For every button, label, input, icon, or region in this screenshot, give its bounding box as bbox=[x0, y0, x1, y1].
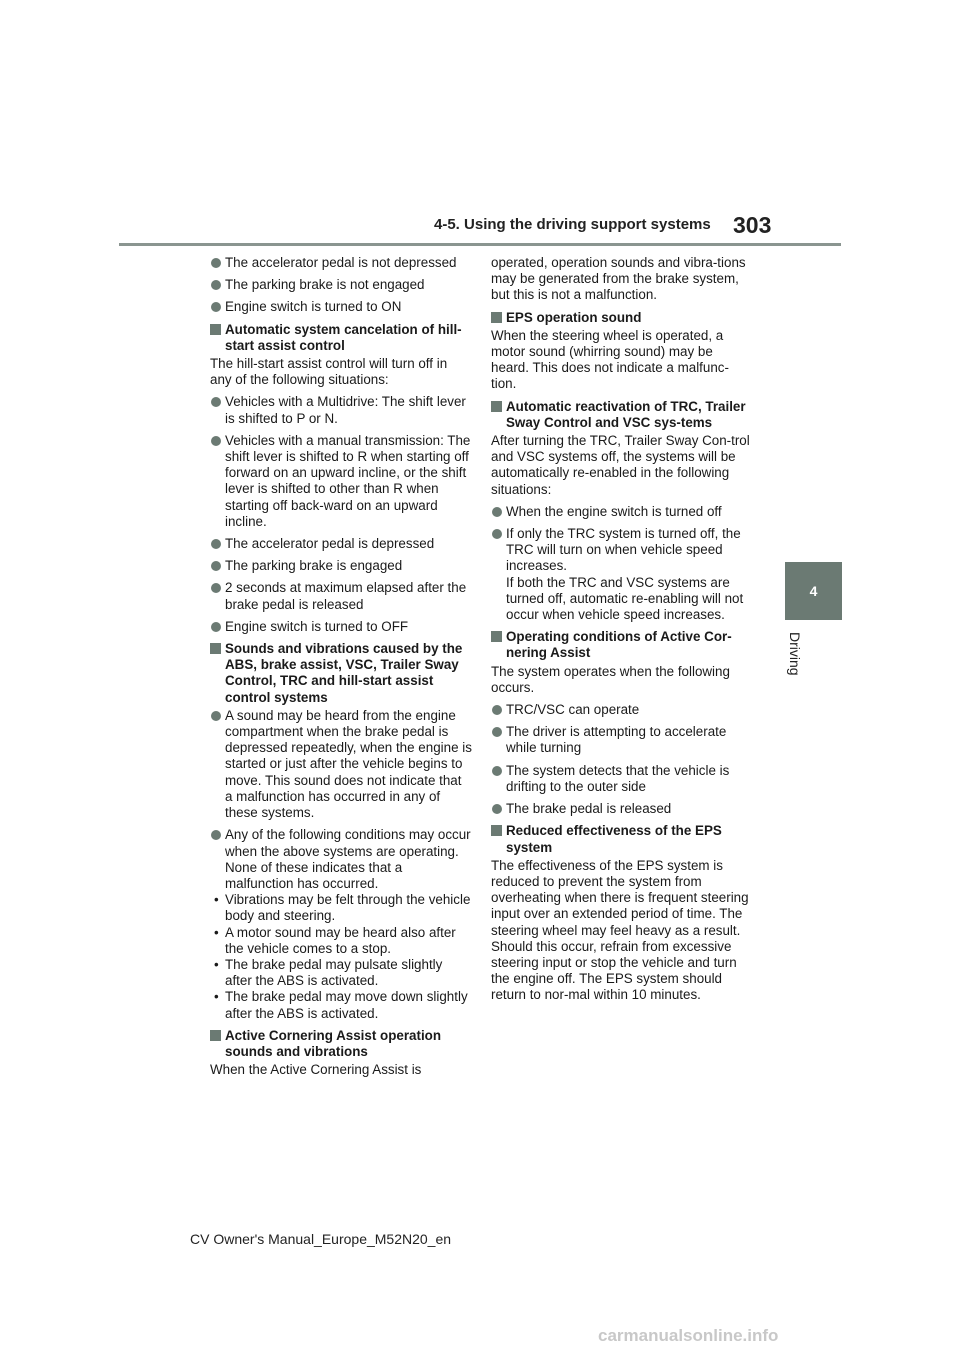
bullet-item: Engine switch is turned to ON bbox=[210, 299, 472, 315]
bullet-item: The parking brake is engaged bbox=[210, 558, 472, 574]
sub-bullet-item: • The brake pedal may pulsate slightly after the ABS is activated. bbox=[210, 957, 472, 989]
page-number: 303 bbox=[733, 212, 772, 238]
bullet-item: The parking brake is not engaged bbox=[210, 277, 472, 293]
bullet-item: 2 seconds at maximum elapsed after the brake pedal is released bbox=[210, 580, 472, 612]
section-heading: EPS operation sound bbox=[491, 310, 753, 326]
section-heading: Automatic reactivation of TRC, Trailer Sway Control and VSC sys-tems bbox=[491, 399, 753, 431]
sub-bullet-item: • Vibrations may be felt through the vehicle body and steering. bbox=[210, 892, 472, 924]
header-divider bbox=[119, 243, 841, 246]
bullet-item: The driver is attempting to accelerate while turning bbox=[491, 724, 753, 756]
bullet-item: When the engine switch is turned off bbox=[491, 504, 753, 520]
watermark: carmanualsonline.info bbox=[598, 1326, 779, 1345]
paragraph: The system operates when the following occurs. bbox=[491, 663, 730, 695]
footer-manual-name: CV Owner's Manual_Europe_M52N20_en bbox=[190, 1231, 452, 1247]
bullet-item: Vehicles with a Multidrive: The shift lever is shifted to P or N. bbox=[210, 394, 472, 426]
section-title: 4-5. Using the driving support systems bbox=[434, 216, 711, 233]
chapter-tab bbox=[785, 562, 842, 620]
bullet-item: The system detects that the vehicle is drifting to the outer side bbox=[491, 763, 753, 795]
chapter-tab-label: Driving bbox=[787, 632, 803, 676]
bullet-item: A sound may be heard from the engine compartment when the brake pedal is depressed repeatedly, when the engine is started or just after the vehicle begins to move. This sound does not indicate that a malfunction has occurred in any of these systems. bbox=[210, 708, 472, 821]
paragraph: The effectiveness of the EPS system is reduced to prevent the system from overheating when there is frequent steering input over an extended period of time. The steering wheel may feel heavy as a result. Should this occur, refrain from excessive steering input or stop the vehicle and turn the engine off. The EPS system should return to nor-mal within 10 minutes. bbox=[491, 857, 749, 1003]
bullet-item: TRC/VSC can operate bbox=[491, 702, 753, 718]
bullet-item: Engine switch is turned to OFF bbox=[210, 619, 472, 635]
section-heading: Sounds and vibrations caused by the ABS, brake assist, VSC, Trailer Sway Control, TRC and hill-start assist control systems bbox=[210, 641, 472, 706]
chapter-tab-number: 4 bbox=[809, 583, 818, 599]
right-column bbox=[491, 255, 753, 1010]
sub-bullet-item: • The brake pedal may move down slightly after the ABS is activated. bbox=[210, 989, 472, 1021]
bullet-item: The accelerator pedal is depressed bbox=[210, 536, 472, 552]
sub-bullet-item: • A motor sound may be heard also after the vehicle comes to a stop. bbox=[210, 925, 472, 957]
left-column bbox=[210, 255, 472, 1084]
section-heading: Operating conditions of Active Cor-nering Assist bbox=[491, 629, 753, 661]
paragraph: operated, operation sounds and vibra-tions may be generated from the brake system, but this is not a malfunction. bbox=[491, 255, 746, 303]
bullet-item: If only the TRC system is turned off, the TRC will turn on when vehicle speed increases. If both the TRC and VSC systems are turned off, automatic re-enabling will not occur when vehicle speed increases. bbox=[491, 526, 753, 623]
paragraph: After turning the TRC, Trailer Sway Con-trol and VSC systems off, the systems will be automatically re-enabled in the following situations: bbox=[491, 433, 750, 497]
bullet-item: The brake pedal is released bbox=[491, 801, 753, 817]
bullet-item: Vehicles with a manual transmission: The shift lever is shifted to R when starting off forward on an upward incline, or the shift lever is shifted to other than R when starting off back-ward on an upward incline. bbox=[210, 433, 472, 530]
section-heading: Automatic system cancelation of hill-start assist control bbox=[210, 322, 472, 354]
section-heading: Reduced effectiveness of the EPS system bbox=[491, 823, 753, 855]
paragraph: When the Active Cornering Assist is bbox=[210, 1062, 422, 1078]
paragraph: When the steering wheel is operated, a motor sound (whirring sound) may be heard. This does not indicate a malfunc-tion. bbox=[491, 327, 729, 392]
bullet-item: The accelerator pedal is not depressed bbox=[210, 255, 472, 271]
bullet-item: Any of the following conditions may occur when the above systems are operating. None of these indicates that a malfunction has occurred. bbox=[210, 827, 472, 892]
paragraph: The hill-start assist control will turn off in any of the following situations: bbox=[210, 356, 448, 388]
section-heading: Active Cornering Assist operation sounds and vibrations bbox=[210, 1028, 472, 1060]
